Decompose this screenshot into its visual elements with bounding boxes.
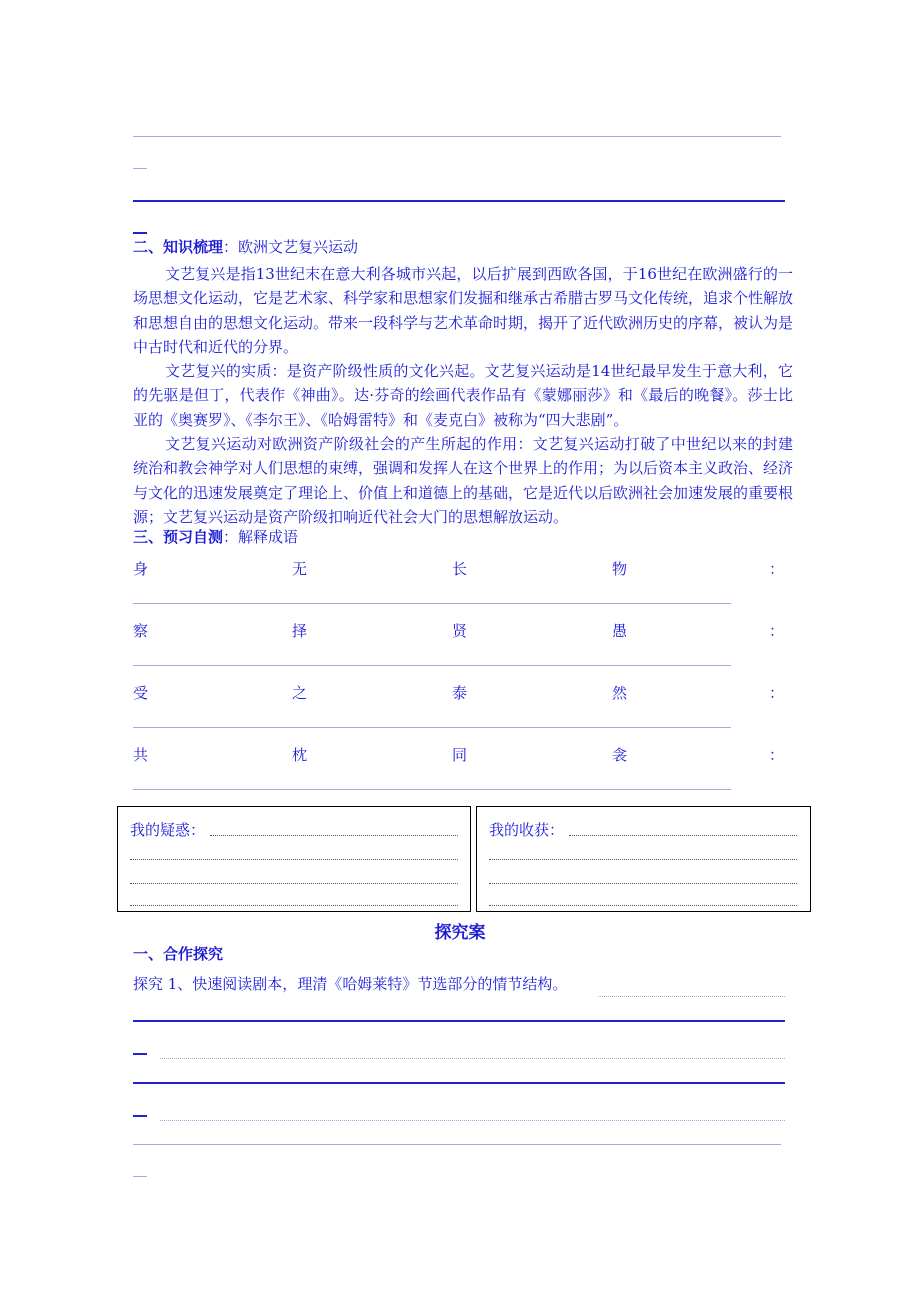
paragraph-impact: 文艺复兴运动对欧洲资产阶级社会的产生所起的作用：文艺复兴运动打破了中世纪以来的封建统治和教会神学对人们思想的束缚，强调和发挥人在这个世界上的作用；为以后资本主义政治、经济与文化的迅速发展奠定了理论上、价值上和道德上的基础，它是近代以后欧洲社会加速发展的重要根源；文艺复兴运动是资产阶级扣响近代社会大门的思想解放运动。 <box>133 435 794 527</box>
idiom-colon: ： <box>769 684 785 702</box>
idiom-answer-line[interactable] <box>133 665 731 666</box>
dotted-line <box>130 905 458 906</box>
dotted-line <box>210 835 458 836</box>
idiom-answer-line[interactable] <box>133 789 731 790</box>
doubts-box[interactable] <box>117 806 471 912</box>
heading-bold: 一、合作探究 <box>133 945 224 963</box>
answer-line[interactable] <box>133 1144 781 1145</box>
idiom-colon: ： <box>769 622 785 640</box>
answer-line-stub <box>133 1053 147 1055</box>
idiom-colon: ： <box>769 560 785 578</box>
idiom-char: 同 <box>452 746 468 764</box>
answer-line-stub <box>133 232 147 234</box>
answer-line <box>598 996 785 997</box>
idiom-row <box>133 558 783 582</box>
gains-label: 我的收获： <box>489 821 565 839</box>
answer-line <box>160 1058 785 1059</box>
paragraph-essence: 文艺复兴的实质：是资产阶级性质的文化兴起。文艺复兴运动是14世纪最早发生于意大利，它的先驱是但丁，代表作《神曲》。达·芬奇的绘画代表作品有《蒙娜丽莎》和《最后的晚餐》。莎士比亚的《奥赛罗》、《李尔王》、《哈姆雷特》和《麦克白》被称为“四大悲剧”。 <box>133 362 793 429</box>
idiom-answer-line[interactable] <box>133 727 731 728</box>
answer-line[interactable] <box>133 1082 785 1084</box>
question-1: 探究 1、快速阅读剧本，理清《哈姆莱特》节选部分的情节结构。 <box>133 975 568 993</box>
dotted-line <box>130 859 458 860</box>
idiom-char: 贤 <box>452 622 468 640</box>
idiom-char: 共 <box>133 746 149 764</box>
answer-line[interactable] <box>133 1020 785 1022</box>
idiom-char: 之 <box>292 684 308 702</box>
answer-line-stub <box>133 1115 147 1117</box>
answer-line <box>160 1120 785 1121</box>
section-heading-knowledge <box>133 237 358 257</box>
dotted-line <box>489 905 797 906</box>
idiom-char: 身 <box>133 560 149 578</box>
answer-line-stub <box>133 1176 147 1177</box>
answer-line-stub <box>133 168 147 169</box>
heading-bold: 三、预习自测 <box>133 528 224 546</box>
answer-line <box>133 136 781 137</box>
section-heading-cooperation <box>133 944 223 964</box>
idiom-char: 衾 <box>612 746 628 764</box>
idiom-char: 择 <box>292 622 308 640</box>
doubts-label: 我的疑惑： <box>130 821 206 839</box>
idiom-char: 长 <box>452 560 468 578</box>
idiom-char: 泰 <box>452 684 468 702</box>
idiom-row <box>133 682 783 706</box>
idiom-char: 受 <box>133 684 149 702</box>
idiom-char: 愚 <box>612 622 628 640</box>
heading-rest: ：欧洲文艺复兴运动 <box>223 238 359 256</box>
heading-bold: 二、知识梳理 <box>133 238 224 256</box>
idiom-char: 然 <box>612 684 628 702</box>
idiom-char: 物 <box>612 560 628 578</box>
answer-line <box>133 200 785 202</box>
idiom-char: 无 <box>292 560 308 578</box>
heading-rest: ：解释成语 <box>223 528 299 546</box>
section-heading-selftest <box>133 527 298 547</box>
idiom-char: 察 <box>133 622 149 640</box>
dotted-line <box>489 883 797 884</box>
dotted-line <box>489 859 797 860</box>
dotted-line <box>569 835 797 836</box>
idiom-row <box>133 620 783 644</box>
page-title-explore: 探究案 <box>434 923 486 943</box>
paragraph-intro: 文艺复兴是指13世纪末在意大利各城市兴起，以后扩展到西欧各国，于16世纪在欧洲盛行的一场思想文化运动，它是艺术家、科学家和思想家们发掘和继承古希腊古罗马文化传统，追求个性解放和思想自由的思想文化运动。带来一段科学与艺术革命时期，揭开了近代欧洲历史的序幕，被认为是中古时代和近代的分界。 <box>133 265 794 357</box>
idiom-colon: ： <box>769 746 785 764</box>
idiom-char: 枕 <box>292 746 308 764</box>
gains-box[interactable] <box>476 806 811 912</box>
dotted-line <box>130 883 458 884</box>
idiom-answer-line[interactable] <box>133 603 731 604</box>
idiom-row <box>133 744 783 768</box>
